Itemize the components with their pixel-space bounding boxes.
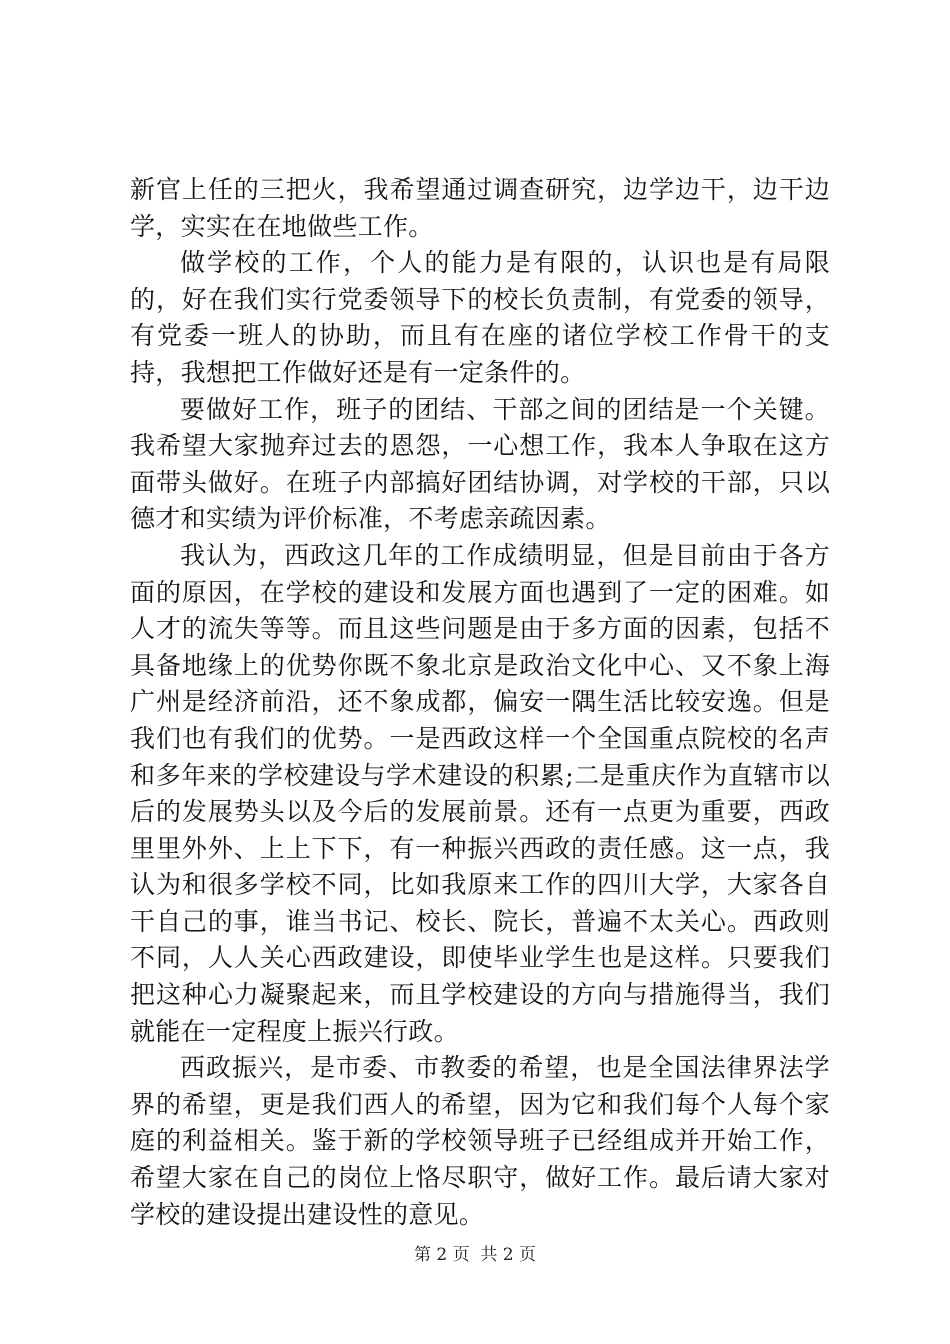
page-footer: 第 2 页 共 2 页	[413, 1245, 537, 1265]
paragraph-2: 做学校的工作，个人的能力是有限的，认识也是有局限的，好在我们实行党委领导下的校长负责制，有党委的领导，有党委一班人的协助，而且有在座的诸位学校工作骨干的支持，我想把工作做好还是有一定条件的。	[130, 248, 830, 387]
paragraph-3: 要做好工作，班子的团结、干部之间的团结是一个关键。我希望大家抛弃过去的恩怨，一心想工作，我本人争取在这方面带头做好。在班子内部搞好团结协调，对学校的干部，只以德才和实绩为评价标准，不考虑亲疏因素。	[130, 394, 830, 534]
paragraph-5: 西政振兴，是市委、市教委的希望，也是全国法律界法学界的希望，更是我们西人的希望，因为它和我们每个人每个家庭的利益相关。鉴于新的学校领导班子已经组成并开始工作，希望大家在自己的岗位上恪尽职守，做好工作。最后请大家对学校的建设提出建设性的意见。	[130, 1053, 830, 1229]
paragraph-1: 新官上任的三把火，我希望通过调查研究，边学边干，边干边学，实实在在地做些工作。	[130, 175, 830, 241]
paragraph-4: 我认为，西政这几年的工作成绩明显，但是目前由于各方面的原因，在学校的建设和发展方面也遇到了一定的困难。如人才的流失等等。而且这些问题是由于多方面的因素，包括不具备地缘上的优势你既不象北京是政治文化中心、又不象上海广州是经济前沿，还不象成都，偏安一隅生活比较安逸。但是我们也有我们的优势。一是西政这样一个全国重点院校的名声和多年来的学校建设与学术建设的积累;二是重庆作为直辖市以后的发展势头以及今后的发展前景。还有一点更为重要，西政里里外外、上上下下，有一种振兴西政的责任感。这一点，我认为和很多学校不同，比如我原来工作的四川大学，大家各自干自己的事，谁当书记、校长、院长，普遍不太关心。西政则不同，人人关心西政建设，即使毕业学生也是这样。只要我们把这种心力凝聚起来，而且学校建设的方向与措施得当，我们就能在一定程度上振兴行政。	[130, 540, 830, 1046]
document-body	[130, 172, 830, 1233]
